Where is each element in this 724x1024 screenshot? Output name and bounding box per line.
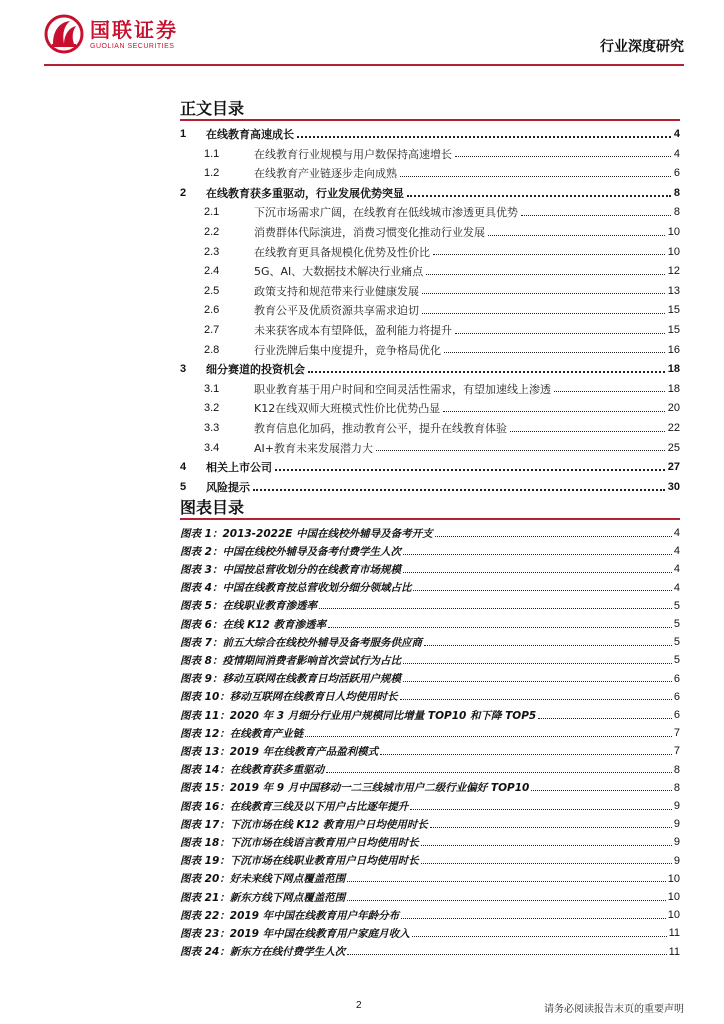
- figure-entry-page: 11: [668, 945, 680, 958]
- figure-entry[interactable]: [180, 761, 680, 779]
- toc-entry-page: 6: [673, 167, 680, 180]
- figure-leader-dots: [403, 663, 672, 664]
- figure-leader-dots: [305, 736, 672, 737]
- toc-entry[interactable]: [180, 457, 680, 477]
- toc-entry-title: K12在线双师大班模式性价比优势凸显: [254, 402, 441, 416]
- toc-entry-page: 12: [667, 265, 680, 278]
- toc-entry-number: 2.6: [204, 304, 220, 317]
- toc-entry[interactable]: [180, 242, 680, 262]
- toc-entry[interactable]: [180, 320, 680, 340]
- figure-entry-title: 图表 20：好未来线下网点覆盖范围: [180, 873, 346, 886]
- figure-entry-title: 图表 22：2019 年中国在线教育用户年龄分布: [180, 909, 400, 922]
- toc-leader-dots: [443, 411, 665, 412]
- report-type-label: 行业深度研究: [600, 39, 684, 55]
- toc-entry-title: 未来获客成本有望降低，盈利能力将提升: [254, 324, 452, 337]
- toc-entry[interactable]: [180, 261, 680, 281]
- toc-entry-number: 2.3: [204, 245, 220, 258]
- toc-leader-dots: [253, 489, 665, 491]
- toc-entry-page: 15: [667, 304, 680, 317]
- toc-leader-dots: [400, 176, 671, 177]
- toc-heading: 正文目录: [180, 99, 245, 118]
- header-divider: [44, 64, 684, 66]
- toc-entry-title: 在线教育产业链逐步走向成熟: [254, 167, 397, 181]
- toc-entry-number: 2.7: [204, 324, 220, 336]
- figure-entry[interactable]: [180, 906, 680, 924]
- toc-leader-dots: [444, 352, 665, 353]
- toc-entry-number: 1.1: [204, 147, 220, 160]
- toc-entry-page: 25: [667, 441, 680, 454]
- toc-entry[interactable]: [180, 281, 680, 301]
- figure-entry-page: 8: [673, 763, 680, 776]
- toc-entry-title: 政策支持和规范带来行业健康发展: [254, 284, 419, 298]
- figure-leader-dots: [380, 754, 672, 755]
- logo-wordmark: [90, 19, 178, 50]
- figure-entry-page: 4: [673, 563, 680, 576]
- figure-entry-page: 5: [673, 654, 680, 667]
- figure-entry-title: 图表 5：在线职业教育渗透率: [180, 600, 317, 613]
- figure-entry[interactable]: [180, 560, 680, 578]
- figure-entry[interactable]: [180, 542, 680, 560]
- toc-entry-number: 3.2: [204, 402, 220, 415]
- toc-entry[interactable]: [180, 379, 680, 399]
- figure-leader-dots: [424, 645, 672, 646]
- figure-leader-dots: [403, 572, 672, 573]
- toc-entry[interactable]: [180, 340, 680, 360]
- figure-entry-page: 9: [673, 818, 680, 831]
- figure-entry-page: 5: [673, 599, 680, 612]
- toc-entry-number: 2.1: [204, 206, 220, 219]
- figures-heading: 图表目录: [180, 498, 245, 517]
- logo-chinese-name: 国联证券: [90, 17, 178, 42]
- toc-entry-page: 18: [667, 363, 680, 376]
- toc-entry[interactable]: [180, 359, 680, 379]
- toc-leader-dots: [308, 371, 665, 373]
- figure-entry-title: 图表 24：新东方在线付费学生人次: [180, 946, 346, 959]
- figure-entry-page: 6: [673, 690, 680, 703]
- figure-entry-title: 图表 17：下沉市场在线 K12 教育用户日均使用时长: [180, 818, 428, 831]
- toc-entry-title: 在线教育更具备规模化优势及性价比: [254, 245, 430, 259]
- figure-entry-title: 图表 12：在线教育产业链: [180, 727, 304, 740]
- toc-entry-page: 13: [667, 284, 680, 297]
- toc-entry-page: 10: [667, 226, 680, 238]
- toc-leader-dots: [376, 450, 665, 451]
- figure-leader-dots: [328, 627, 672, 628]
- toc-entry-number: 3: [180, 363, 187, 376]
- toc-entry-number: 3.3: [204, 422, 220, 434]
- figure-entry-page: 6: [673, 672, 680, 685]
- toc-entry-page: 4: [673, 128, 680, 140]
- toc-entry-page: 15: [667, 324, 680, 336]
- figure-entry-page: 10: [667, 872, 680, 885]
- figure-entry-title: 图表 21：新东方线下网点覆盖范围: [180, 891, 346, 904]
- toc-entry-number: 1.2: [204, 167, 220, 180]
- toc-leader-dots: [275, 469, 665, 471]
- figure-entry-title: 图表 10：移动互联网在线教育日人均使用时长: [180, 691, 398, 704]
- figure-entry[interactable]: [180, 651, 680, 669]
- toc-entry-title: 细分赛道的投资机会: [206, 363, 305, 377]
- figure-entry[interactable]: [180, 924, 680, 942]
- toc-entry[interactable]: [180, 222, 680, 242]
- figure-leader-dots: [347, 900, 665, 901]
- toc-entry-title: 在线教育获多重驱动，行业发展优势突显: [206, 186, 404, 200]
- figure-entry[interactable]: [180, 724, 680, 742]
- figure-entry-title: 图表 1：2013-2022E 中国在线校外辅导及备考开支: [180, 527, 433, 540]
- figure-entry[interactable]: [180, 670, 680, 688]
- figure-entry[interactable]: [180, 597, 680, 615]
- figure-entry-title: 图表 6：在线 K12 教育渗透率: [180, 618, 327, 631]
- toc-entry-number: 1: [180, 128, 187, 140]
- figure-leader-dots: [403, 681, 672, 682]
- figure-entry-title: 图表 15：2019 年 9 月中国移动一二三线城市用户二级行业偏好 TOP10: [180, 782, 530, 795]
- toc-leader-dots: [455, 333, 665, 334]
- figure-entry[interactable]: [180, 706, 680, 724]
- toc-leader-dots: [488, 235, 665, 236]
- figure-entry-page: 8: [673, 781, 680, 794]
- toc-entry-page: 4: [673, 147, 680, 160]
- figure-entry[interactable]: [180, 888, 680, 906]
- figure-entry-page: 9: [673, 800, 680, 812]
- toc-leader-dots: [521, 215, 671, 216]
- toc-entry-title: 下沉市场需求广阔，在线教育在低线城市渗透更具优势: [254, 206, 518, 220]
- toc-entry[interactable]: [180, 477, 680, 497]
- figure-entry[interactable]: [180, 833, 680, 851]
- figures-heading-rule: [180, 518, 680, 520]
- guolian-logo-icon: [44, 14, 84, 54]
- toc-entry-number: 2.8: [204, 343, 220, 356]
- figure-entry[interactable]: [180, 797, 680, 815]
- toc-entry-number: 3.1: [204, 382, 220, 395]
- figure-entry-title: 图表 2：中国在线校外辅导及备考付费学生人次: [180, 545, 401, 558]
- toc-leader-dots: [426, 274, 664, 275]
- figure-entry-page: 4: [673, 527, 680, 539]
- toc-entry-title: 在线教育行业规模与用户数保持高速增长: [254, 147, 452, 161]
- figure-entry-title: 图表 18：下沉市场在线语言教育用户日均使用时长: [180, 836, 419, 849]
- figure-leader-dots: [435, 536, 672, 537]
- figure-entry[interactable]: [180, 524, 680, 542]
- figure-entry-title: 图表 16：在线教育三线及以下用户占比逐年提升: [180, 800, 409, 813]
- toc-entry-number: 3.4: [204, 441, 220, 454]
- figure-entry-page: 9: [673, 836, 680, 849]
- toc-entry-page: 30: [667, 480, 680, 493]
- toc-entry-title: 消费群体代际演进，消费习惯变化推动行业发展: [254, 226, 485, 239]
- toc-entry-title: 职业教育基于用户时间和空间灵活性需求，有望加速线上渗透: [254, 382, 551, 396]
- toc-entry-title: 教育公平及优质资源共享需求迫切: [254, 304, 419, 318]
- toc-entry-page: 16: [667, 343, 680, 356]
- toc-entry[interactable]: [180, 144, 680, 164]
- figure-leader-dots: [403, 554, 672, 555]
- toc-entry[interactable]: [180, 398, 680, 418]
- figure-leader-dots: [401, 918, 666, 919]
- toc-entry[interactable]: [180, 163, 680, 183]
- figure-entry-title: 图表 8：疫情期间消费者影响首次尝试行为占比: [180, 654, 401, 667]
- figure-entry-title: 图表 7：前五大综合在线校外辅导及备考服务供应商: [180, 636, 422, 649]
- figure-leader-dots: [347, 954, 666, 955]
- figure-entry-title: 图表 4：中国在线教育按总营收划分细分领域占比: [180, 582, 412, 595]
- toc-leader-dots: [407, 195, 671, 197]
- logo-english-name: GUOLIAN SECURITIES: [90, 42, 175, 50]
- figure-leader-dots: [421, 845, 672, 846]
- figure-entry-page: 4: [673, 545, 680, 558]
- toc-leader-dots: [510, 431, 665, 432]
- toc-entry-number: 2: [180, 186, 187, 199]
- figure-entry-title: 图表 13：2019 年在线教育产品盈利模式: [180, 745, 379, 758]
- disclaimer-note: 请务必阅读报告末页的重要声明: [544, 1004, 684, 1015]
- toc-leader-dots: [455, 156, 671, 157]
- toc-entry-title: 风险提示: [206, 480, 250, 494]
- toc-entry-title: 相关上市公司: [206, 461, 272, 475]
- figure-leader-dots: [326, 772, 672, 773]
- toc-entry-title: 教育信息化加码，推动教育公平，提升在线教育体验: [254, 422, 507, 435]
- figure-leader-dots: [413, 590, 671, 591]
- toc-entry-page: 8: [673, 186, 680, 199]
- toc-entry-title: 在线教育高速成长: [206, 128, 294, 141]
- figure-leader-dots: [531, 790, 672, 791]
- figure-leader-dots: [319, 608, 672, 609]
- figure-entry-title: 图表 9：移动互联网在线教育日均活跃用户规模: [180, 673, 401, 686]
- figure-entry[interactable]: [180, 779, 680, 797]
- toc-heading-rule: [180, 119, 680, 121]
- figure-entry-title: 图表 19：下沉市场在线职业教育用户日均使用时长: [180, 855, 419, 868]
- figure-entry[interactable]: [180, 852, 680, 870]
- toc-entry[interactable]: [180, 438, 680, 458]
- toc-entry[interactable]: [180, 300, 680, 320]
- toc-entry-title: 5G、AI、大数据技术解决行业痛点: [254, 265, 424, 279]
- toc-entry-number: 4: [180, 461, 187, 474]
- page-number: 2: [356, 1000, 362, 1011]
- toc-leader-dots: [297, 136, 671, 138]
- figure-leader-dots: [538, 718, 672, 719]
- toc-entry-number: 2.4: [204, 265, 220, 278]
- figure-leader-dots: [430, 827, 672, 828]
- toc-entry-page: 18: [667, 382, 680, 395]
- toc-entry[interactable]: [180, 202, 680, 222]
- figure-entry-title: 图表 14：在线教育获多重驱动: [180, 764, 325, 777]
- toc-entry-number: 2.2: [204, 226, 220, 238]
- figure-leader-dots: [347, 881, 665, 882]
- figure-entry[interactable]: [180, 615, 680, 633]
- toc-entry-page: 27: [667, 461, 680, 474]
- company-logo: [44, 14, 178, 54]
- toc-entry-page: 10: [667, 245, 680, 258]
- figure-entry-page: 7: [673, 727, 680, 740]
- figure-entry-title: 图表 3：中国按总营收划分的在线教育市场规模: [180, 563, 401, 576]
- toc-leader-dots: [422, 313, 665, 314]
- toc-entry-title: 行业洗牌后集中度提升，竞争格局优化: [254, 343, 441, 357]
- figure-entry[interactable]: [180, 579, 680, 597]
- page-header: [0, 0, 724, 68]
- toc-entry-number: 2.5: [204, 284, 220, 297]
- figure-entry-page: 4: [673, 581, 680, 594]
- toc-entry-page: 22: [667, 422, 680, 434]
- figure-leader-dots: [421, 863, 672, 864]
- figure-leader-dots: [400, 699, 672, 700]
- figure-entry-title: 图表 11：2020 年 3 月细分行业用户规模同比增量 TOP10 和下降 TOP5: [180, 709, 537, 722]
- figure-entry-page: 11: [668, 927, 680, 940]
- figure-entry[interactable]: [180, 870, 680, 888]
- figure-entry[interactable]: [180, 815, 680, 833]
- figure-entry-page: 7: [673, 745, 680, 758]
- toc-entry-title: AI+教育未来发展潜力大: [254, 441, 373, 455]
- figure-entry[interactable]: [180, 688, 680, 706]
- figure-entry-page: 5: [673, 618, 680, 630]
- toc-entry-page: 20: [667, 402, 680, 415]
- figure-entry-page: 6: [673, 709, 680, 721]
- figure-entry-page: 5: [673, 636, 680, 649]
- toc-entry-page: 8: [673, 206, 680, 219]
- figure-entry-page: 9: [673, 854, 680, 867]
- toc-leader-dots: [422, 293, 665, 294]
- toc-entry[interactable]: [180, 418, 680, 438]
- figure-entry-title: 图表 23：2019 年中国在线教育用户家庭月收入: [180, 927, 410, 940]
- toc-entry[interactable]: [180, 124, 680, 144]
- toc-leader-dots: [554, 391, 665, 392]
- figure-entry[interactable]: [180, 742, 680, 760]
- figure-entry[interactable]: [180, 943, 680, 961]
- figure-entry-page: 10: [667, 891, 680, 903]
- toc-entry[interactable]: [180, 183, 680, 203]
- toc-leader-dots: [433, 254, 665, 255]
- figure-entry-page: 10: [667, 909, 680, 922]
- figure-leader-dots: [412, 936, 667, 937]
- figure-entry[interactable]: [180, 633, 680, 651]
- toc-entry-number: 5: [180, 480, 187, 493]
- figure-leader-dots: [410, 809, 672, 810]
